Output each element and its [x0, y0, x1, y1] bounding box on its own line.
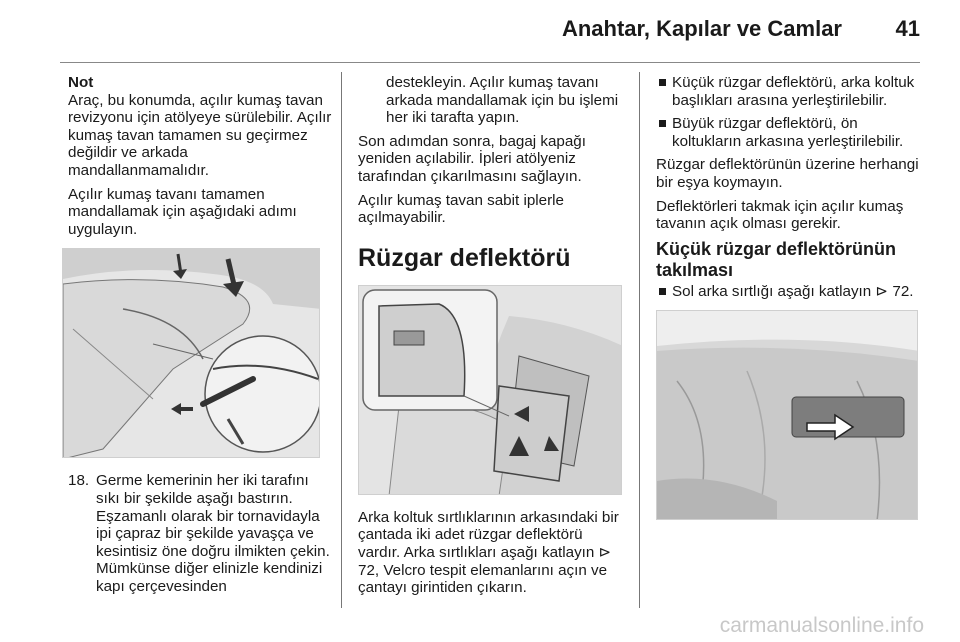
column-2	[358, 74, 626, 603]
figure-deflector-bag	[358, 285, 622, 495]
bullet-item: Küçük rüzgar deflektörü, arka koltuk başlıkları arasına yerleştirilebilir.	[656, 74, 924, 109]
step-continuation: destekleyin. Açılır kumaş tavanı arkada mandallamak için bu işlemi her iki tarafta yapın.	[386, 74, 619, 127]
figure-seatback-fold	[656, 310, 918, 520]
bullet-item: Büyük rüzgar deflektörü, ön koltukların arkasına yerleştirilebilir.	[656, 115, 924, 150]
paragraph: Rüzgar deflektörünün üzerine herhangi bir eşya koymayın.	[656, 156, 919, 191]
bullet-item: Sol arka sırtlığı aşağı katlayın ⊳ 72.	[656, 283, 924, 301]
step-text: Germe kemerinin her iki tarafını sıkı bir şekilde aşağı bastırın. Eşzamanlı olarak bir tornavidayla ipi çapraz bir şekilde yavaşça ve kesintisiz öne doğru ilmikten çekin. Mümkünse diğer elinizle kendinizi kapı çerçevesinden	[96, 472, 330, 595]
column-divider-2	[639, 72, 640, 608]
note-block	[68, 74, 332, 180]
subsection-heading: Küçük rüzgar deflektörünün takılması	[656, 238, 897, 280]
paragraph: Son adımdan sonra, bagaj kapağı yeniden açılabilir. İpleri atölyeniz tarafından çıkarılmasını sağlayın.	[358, 132, 586, 185]
watermark: carmanualsonline.info	[719, 614, 924, 637]
step-18	[68, 472, 332, 595]
note-text: Araç, bu konumda, açılır kumaş tavan revizyonu için atölyeye sürülebilir. Açılır kumaş tavan tamamen su geçirmez değildir ve arkada mandallanmamalıdır.	[68, 91, 332, 179]
seatback-fold-illustration	[657, 311, 918, 520]
header-divider	[60, 62, 920, 63]
paragraph: Arka koltuk sırtlıklarının arkasındaki bir çantada iki adet rüzgar deflektörü vardır. Arka sırtlıkları aşağı katlayın ⊳ 72, Velcro tespit elemanlarını açın ve çantayı girintiden çıkarın.	[358, 508, 619, 597]
deflector-bag-illustration	[359, 286, 622, 495]
page-number: 41	[895, 16, 920, 41]
column-divider-1	[341, 72, 342, 608]
note-label: Not	[68, 74, 94, 91]
column-1	[68, 74, 332, 596]
paragraph: Deflektörleri takmak için açılır kumaş tavanın açık olması gerekir.	[656, 197, 904, 233]
step-number: 18.	[68, 472, 90, 490]
paragraph: Açılır kumaş tavanı tamamen mandallamak için aşağıdaki adımı uygulayın.	[68, 185, 297, 238]
paragraph: Açılır kumaş tavan sabit iplerle açılmayabilir.	[358, 191, 564, 227]
section-heading: Rüzgar deflektörü	[358, 243, 571, 272]
soft-top-latch-illustration	[63, 249, 320, 458]
figure-soft-top-latch	[62, 248, 320, 458]
deflector-bag	[494, 386, 569, 481]
column-3	[656, 74, 924, 520]
header-title: Anahtar, Kapılar ve Camlar	[561, 16, 842, 41]
